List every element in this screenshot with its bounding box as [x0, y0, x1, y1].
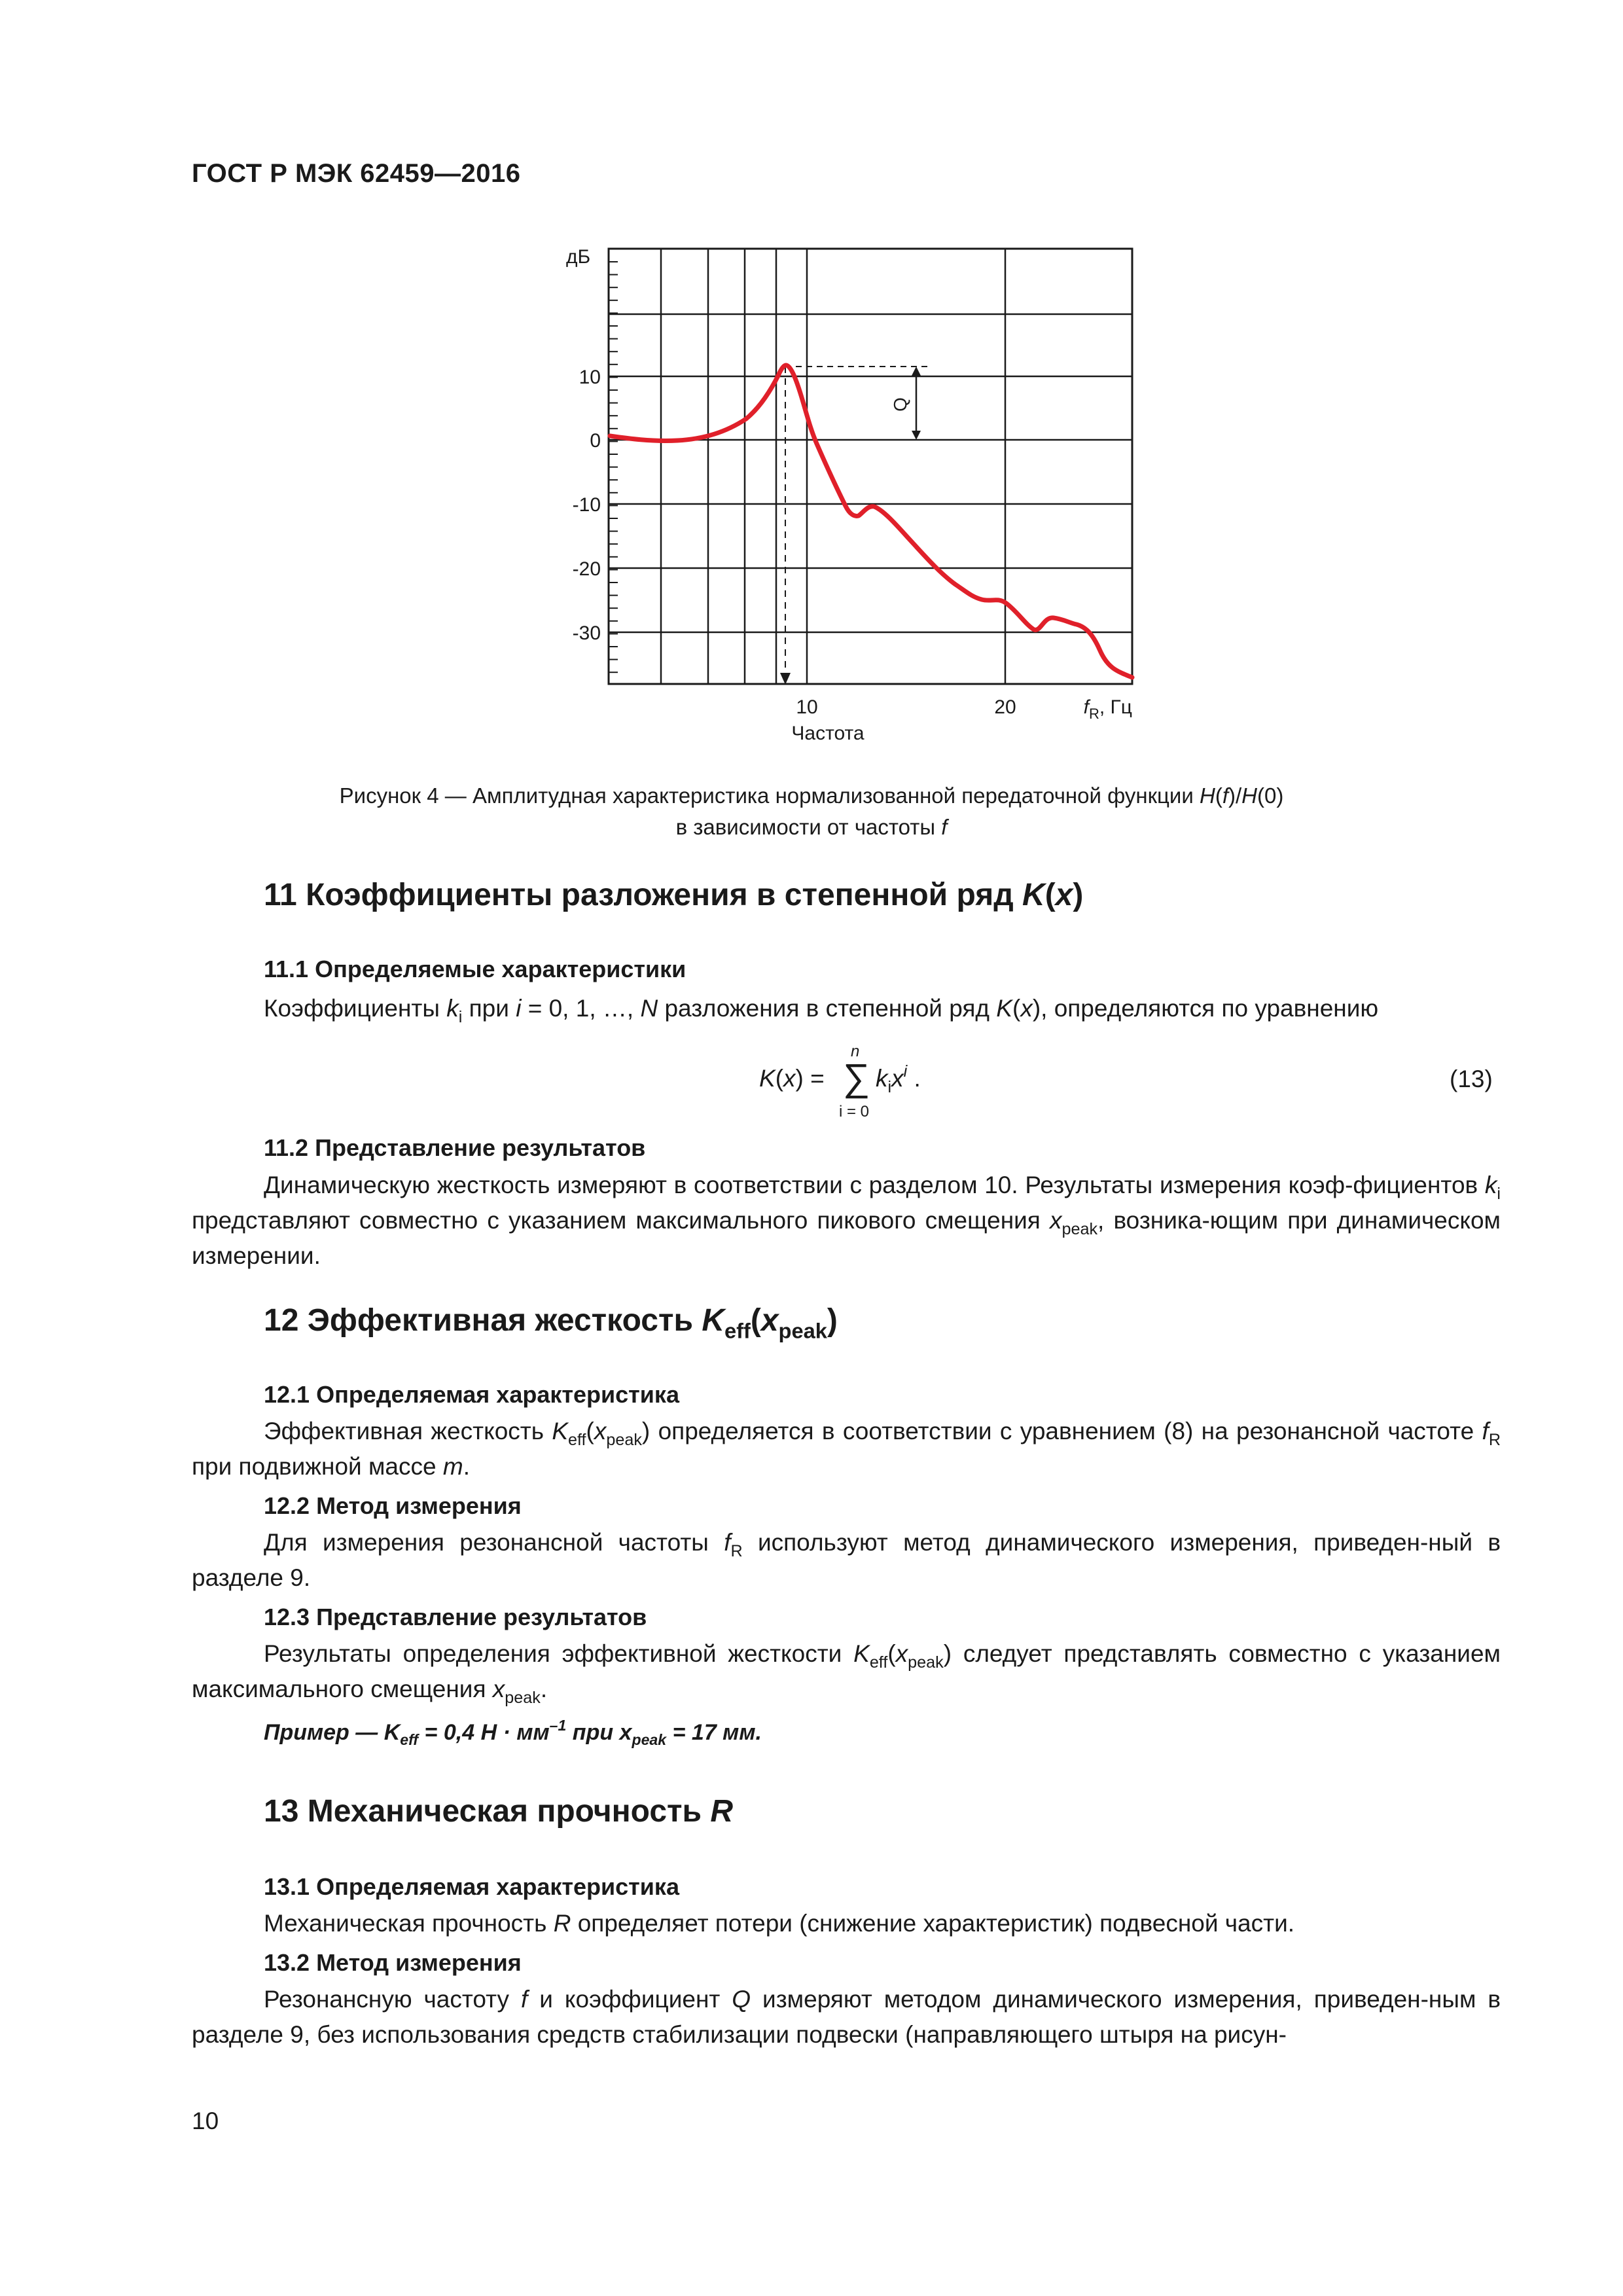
paragraph-11-2: Динамическую жесткость измеряют в соответствии с разделом 10. Результаты измерения коэф-фициентов $k_i$ представляют совместно с указанием максимального пикового смещения $x_{peak}$, возника-ющим при динамическом измерении. — [192, 1172, 1501, 1269]
caption-line-2: в зависимости от частоты f — [675, 815, 948, 839]
subsection-11-2-title: 11.2 Представление результатов — [264, 1134, 646, 1161]
paragraph-13-2: Резонансную частоту f и коэффициент Q измеряют методом динамического измерения, приведен-ным в разделе 9, без использования средств стабилизации подвески (направляющего штыря на рисун- — [192, 1986, 1501, 2048]
caption-line-1: Рисунок 4 — Амплитудная характеристика нормализованной передаточной функции H(f)/H(0) — [339, 783, 1284, 808]
section-13-title: 13 Механическая прочность R — [264, 1794, 734, 1829]
paragraph-12-2: Для измерения резонансной частоты $f_R$ используют метод динамического измерения, приведен-ный в разделе 9. — [192, 1529, 1501, 1591]
y-tick-label: 0 — [590, 430, 601, 452]
x-axis-label: Частота — [791, 723, 865, 744]
response-curve — [610, 365, 1132, 677]
subsection-11-1-title: 11.1 Определяемые характеристики — [264, 956, 687, 982]
frequency-response-chart — [537, 236, 1178, 759]
q-arrow-head-down — [912, 431, 921, 440]
y-unit-label: дБ — [566, 246, 591, 268]
peak-arrow-head — [780, 673, 791, 685]
y-tick-label: -30 — [572, 622, 601, 644]
subsection-12-3-title: 12.3 Представление результатов — [264, 1604, 647, 1630]
figure-4 — [537, 236, 1178, 759]
x-tick-label: 10 — [796, 696, 818, 718]
y-minor-ticks — [609, 262, 618, 672]
document-header: ГОСТ Р МЭК 62459—2016 — [192, 159, 521, 188]
x-unit-label: $f_R$, Гц — [1083, 696, 1132, 722]
q-arrow-head-up — [912, 367, 921, 376]
subsection-13-2-title: 13.2 Метод измерения — [264, 1949, 522, 1976]
paragraph-13-1: Механическая прочность R определяет потери (снижение характеристик) подвесной части. — [264, 1910, 1295, 1937]
paragraph-11-1: Коэффициенты $k_i$ при i = 0, 1, …, N разложения в степенной ряд K(x), определяются по уравнению — [264, 995, 1379, 1026]
subsection-12-2-title: 12.2 Метод измерения — [264, 1492, 522, 1519]
y-tick-label: 10 — [579, 367, 601, 388]
paragraph-12-1: Эффективная жесткость $K_{eff}(x_{peak})$ определяется в соответствии с уравнением (8) на резонансной частоте $f_R$ при подвижной массе m. — [192, 1418, 1501, 1480]
paragraph-12-3: Результаты определения эффективной жесткости $K_{eff}(x_{peak})$ следует представлять совместно с указанием максимального смещения $x_{peak}$. — [192, 1640, 1501, 1707]
example-note: Пример — $K_{eff} = 0,4$ $Н \cdot мм^{-1}$ при $x_{peak} = 17$ мм. — [264, 1717, 762, 1749]
section-11-title: 11 Коэффициенты разложения в степенной ряд K(x) — [264, 878, 1084, 912]
x-tick-label: 20 — [994, 696, 1016, 718]
y-tick-label: -20 — [572, 558, 601, 580]
subsection-13-1-title: 13.1 Определяемая характеристика — [264, 1873, 679, 1900]
page-number: 10 — [192, 2108, 219, 2134]
y-tick-label: -10 — [572, 494, 601, 516]
q-label: Q — [890, 397, 910, 412]
equation-number: (13) — [1450, 1066, 1493, 1092]
section-12-title: 12 Эффективная жесткость $K_{eff}(x_{peak})$ — [264, 1303, 838, 1343]
subsection-12-1-title: 12.1 Определяемая характеристика — [264, 1381, 679, 1408]
figure-caption — [196, 780, 1427, 843]
